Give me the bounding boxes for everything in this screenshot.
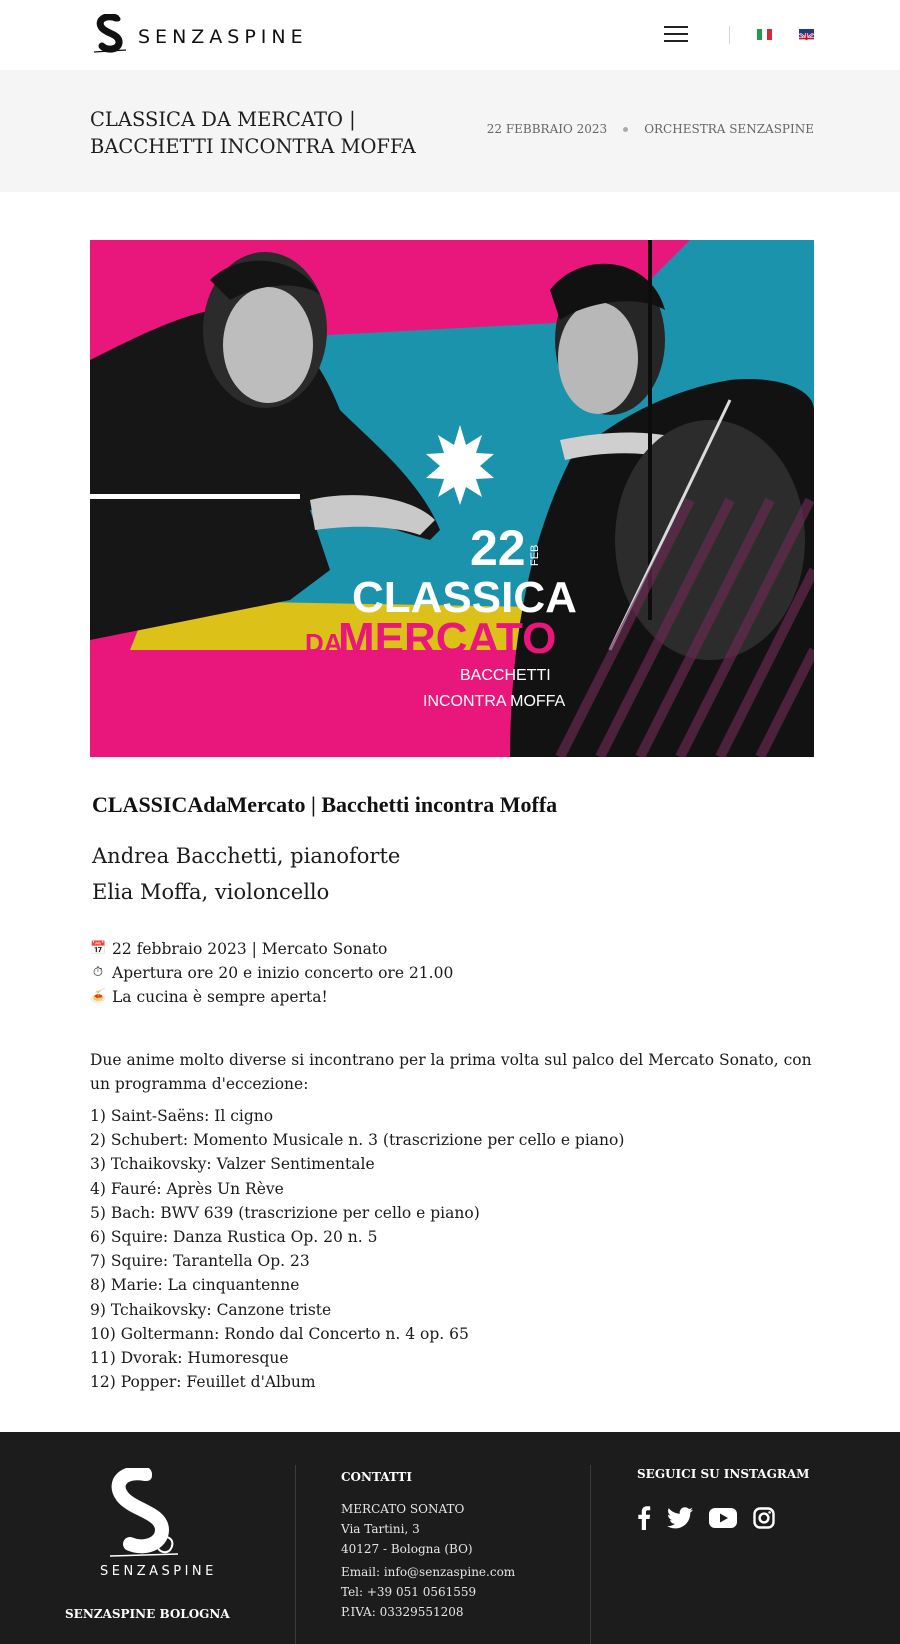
contact-city: 40127 - Bologna (BO): [341, 1542, 473, 1556]
detail-text: La cucina è sempre aperta!: [112, 988, 328, 1006]
program-item: 6) Squire: Danza Rustica Op. 20 n. 5: [90, 1228, 378, 1247]
poster-month: FEB: [529, 544, 541, 566]
program-item: 8) Marie: La cinquantenne: [90, 1276, 300, 1295]
instagram-icon[interactable]: [753, 1507, 775, 1533]
post-date: 22 FEBBRAIO 2023: [486, 122, 608, 136]
program-item: 9) Tchaikovsky: Canzone triste: [90, 1300, 332, 1319]
program-item: 4) Fauré: Après Un Rève: [90, 1179, 284, 1198]
poster-day: 22: [470, 520, 526, 576]
footer-divider: [295, 1465, 296, 1644]
social-heading: SEGUICI SU INSTAGRAM: [637, 1467, 810, 1481]
detail-row: [90, 961, 814, 985]
footer-org-name: SENZASPINE BOLOGNA: [65, 1607, 230, 1621]
poster-mercato: MERCATO: [338, 614, 557, 663]
footer-social: [637, 1467, 809, 1534]
detail-text: 22 febbraio 2023 | Mercato Sonato: [112, 940, 388, 958]
footer-logo-mark-icon: [100, 1468, 190, 1558]
post-meta: [487, 122, 814, 136]
calendar-icon: 📅: [90, 941, 107, 956]
title-bar: [0, 70, 900, 192]
footer-contacts: [341, 1470, 515, 1622]
hamburger-menu-button[interactable]: [664, 26, 688, 44]
detail-text: Apertura ore 20 e inizio concerto ore 21.00: [112, 964, 454, 982]
program-item: 2) Schubert: Momento Musicale n. 3 (trascrizione per cello e piano): [90, 1131, 625, 1150]
english-flag-icon[interactable]: [799, 29, 814, 40]
contact-phone-link[interactable]: Tel: +39 051 0561559: [341, 1585, 477, 1599]
article-title: CLASSICAdaMercato | Bacchetti incontra Moffa: [92, 792, 558, 817]
event-details: [90, 937, 814, 1009]
concert-poster: [90, 240, 814, 757]
logo-text: SENZASPINE: [138, 26, 308, 48]
program-item: 5) Bach: BWV 639 (trascrizione per cello e piano): [90, 1203, 480, 1222]
contact-vat: P.IVA: 03329551208: [341, 1605, 464, 1619]
social-links: [637, 1506, 809, 1534]
performer-line: Andrea Bacchetti, pianoforte: [92, 844, 401, 868]
program-item: 11) Dvorak: Humoresque: [90, 1349, 289, 1368]
post-author-link[interactable]: ORCHESTRA SENZASPINE: [644, 122, 814, 136]
contact-venue: MERCATO SONATO: [341, 1502, 465, 1516]
performers: [92, 838, 814, 910]
poster-incontra-moffa: INCONTRA MOFFA: [423, 693, 566, 710]
program-item: 12) Popper: Feuillet d'Album: [90, 1373, 316, 1392]
site-header: [0, 0, 900, 70]
spaghetti-icon: 🍝: [90, 989, 107, 1004]
footer-logo-text: SENZASPINE: [100, 1564, 217, 1579]
italian-flag-icon[interactable]: [757, 29, 772, 40]
site-footer: [0, 1432, 900, 1644]
poster-classica: CLASSICA: [352, 573, 577, 622]
poster-da: DA: [305, 628, 343, 658]
logo-mark-icon: [92, 14, 130, 54]
program-list: [90, 1104, 814, 1394]
article-intro: Due anime molto diverse si incontrano per la prima volta sul palco del Mercato Sonato, con un programma d'eccezione:: [90, 1051, 812, 1093]
footer-divider: [590, 1465, 591, 1644]
meta-separator-dot: [623, 127, 628, 132]
contact-email-link[interactable]: Email: info@senzaspine.com: [341, 1565, 516, 1579]
program-item: 10) Goltermann: Rondo dal Concerto n. 4 op. 65: [90, 1324, 469, 1343]
featured-image: [90, 240, 814, 757]
footer-logo[interactable]: [100, 1468, 217, 1579]
clock-icon: ⏱: [92, 965, 104, 980]
program-item: 3) Tchaikovsky: Valzer Sentimentale: [90, 1155, 375, 1174]
program-item: 1) Saint-Saëns: Il cigno: [90, 1107, 274, 1125]
contact-street: Via Tartini, 3: [341, 1522, 420, 1536]
article-body: [90, 792, 814, 1394]
poster-bacchetti: BACCHETTI: [460, 667, 551, 684]
facebook-icon[interactable]: [637, 1506, 651, 1534]
program-item: 7) Squire: Tarantella Op. 23: [90, 1252, 310, 1271]
page-title: CLASSICA DA MERCATO | BACCHETTI INCONTRA MOFFA: [90, 108, 416, 158]
contacts-heading: CONTATTI: [341, 1470, 412, 1484]
site-logo[interactable]: [92, 14, 308, 54]
youtube-icon[interactable]: [709, 1508, 737, 1532]
header-divider: [729, 26, 730, 44]
twitter-icon[interactable]: [667, 1507, 693, 1533]
detail-row: [90, 985, 814, 1009]
performer-line: Elia Moffa, violoncello: [92, 880, 330, 904]
detail-row: [90, 937, 814, 961]
